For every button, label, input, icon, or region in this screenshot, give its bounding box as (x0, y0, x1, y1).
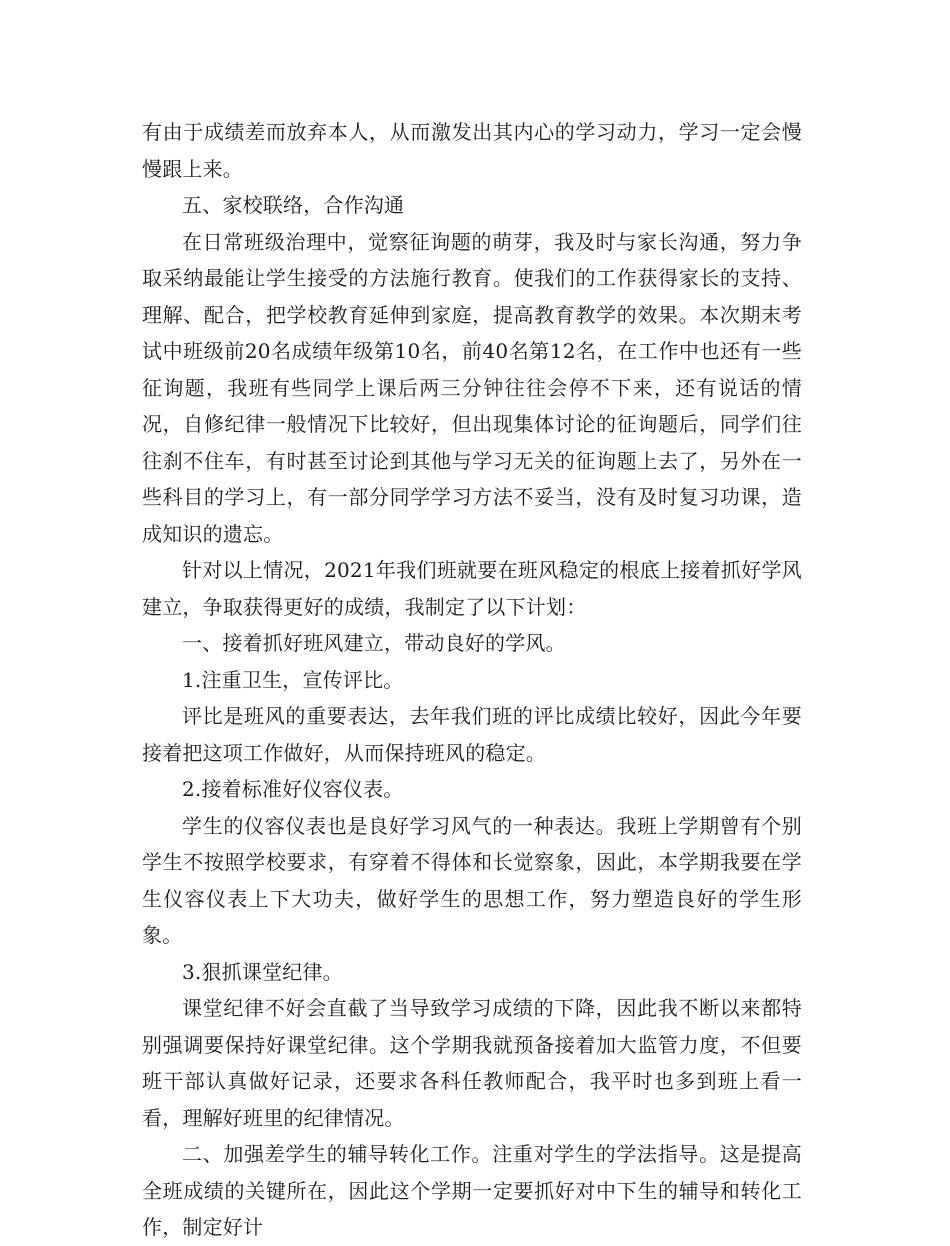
subheading-hygiene: 1.注重卫生，宣传评比。 (182, 667, 404, 692)
paragraph-hygiene: 评比是班风的重要表达，去年我们班的评比成绩比较好，因此今年要接着把这项工作做好，从而保持班风的稳定。 (142, 704, 802, 765)
paragraph-continuation: 有由于成绩差而放弃本人，从而激发出其内心的学习动力，学习一定会慢慢跟上来。 (142, 120, 802, 181)
subheading-appearance: 2.接着标准好仪容仪表。 (182, 777, 404, 801)
section-heading-two: 二、加强差学生的辅导转化工作。注重对学生的学法指导。这是提高全班成绩的关键所在，因此这个学期一定要抓好对中下生的辅导和转化工作，制定好计 (142, 1142, 802, 1239)
paragraph-home-school: 在日常班级治理中，觉察征询题的萌芽，我及时与家长沟通，努力争取采纳最能让学生接受的方法施行教育。使我们的工作获得家长的支持、理解、配合，把学校教育延伸到家庭，提高教育教学的效果。本次期末考试中班级前20名成绩年级第10名，前40名第12名，在工作中也还有一些征询题，我班有些同学上课后两三分钟往往会停不下来，还有说话的情况，自修纪律一般情况下比较好，但出现集体讨论的征询题后，同学们往往刹不住车，有时甚至讨论到其他与学习无关的征询题上去了，另外在一些科目的学习上，有一部分同学学习方法不妥当，没有及时复习功课，造成知识的遗忘。 (142, 229, 802, 546)
section-heading-one: 一、接着抓好班风建立，带动良好的学风。 (182, 631, 566, 655)
paragraph-appearance: 学生的仪容仪表也是良好学习风气的一种表达。我班上学期曾有个别学生不按照学校要求，有穿着不得体和长觉察象，因此，本学期我要在学生仪容仪表上下大功夫，做好学生的思想工作，努力塑造良好的学生形象。 (142, 813, 802, 947)
section-heading-five: 五、家校联络，合作沟通 (182, 193, 405, 217)
subheading-discipline: 3.狠抓课堂纪律。 (182, 959, 343, 984)
paragraph-discipline: 课堂纪律不好会直截了当导致学习成绩的下降，因此我不断以来都特别强调要保持好课堂纪律。这个学期我就预备接着加大监管力度，不但要班干部认真做好记录，还要求各科任教师配合，我平时也多到班上看一看，理解好班里的纪律情况。 (142, 996, 802, 1130)
document-body (142, 114, 802, 1246)
paragraph-plan-intro: 针对以上情况，2021年我们班就要在班风稳定的根底上接着抓好学风建立，争取获得更好的成绩，我制定了以下计划： (142, 558, 802, 619)
